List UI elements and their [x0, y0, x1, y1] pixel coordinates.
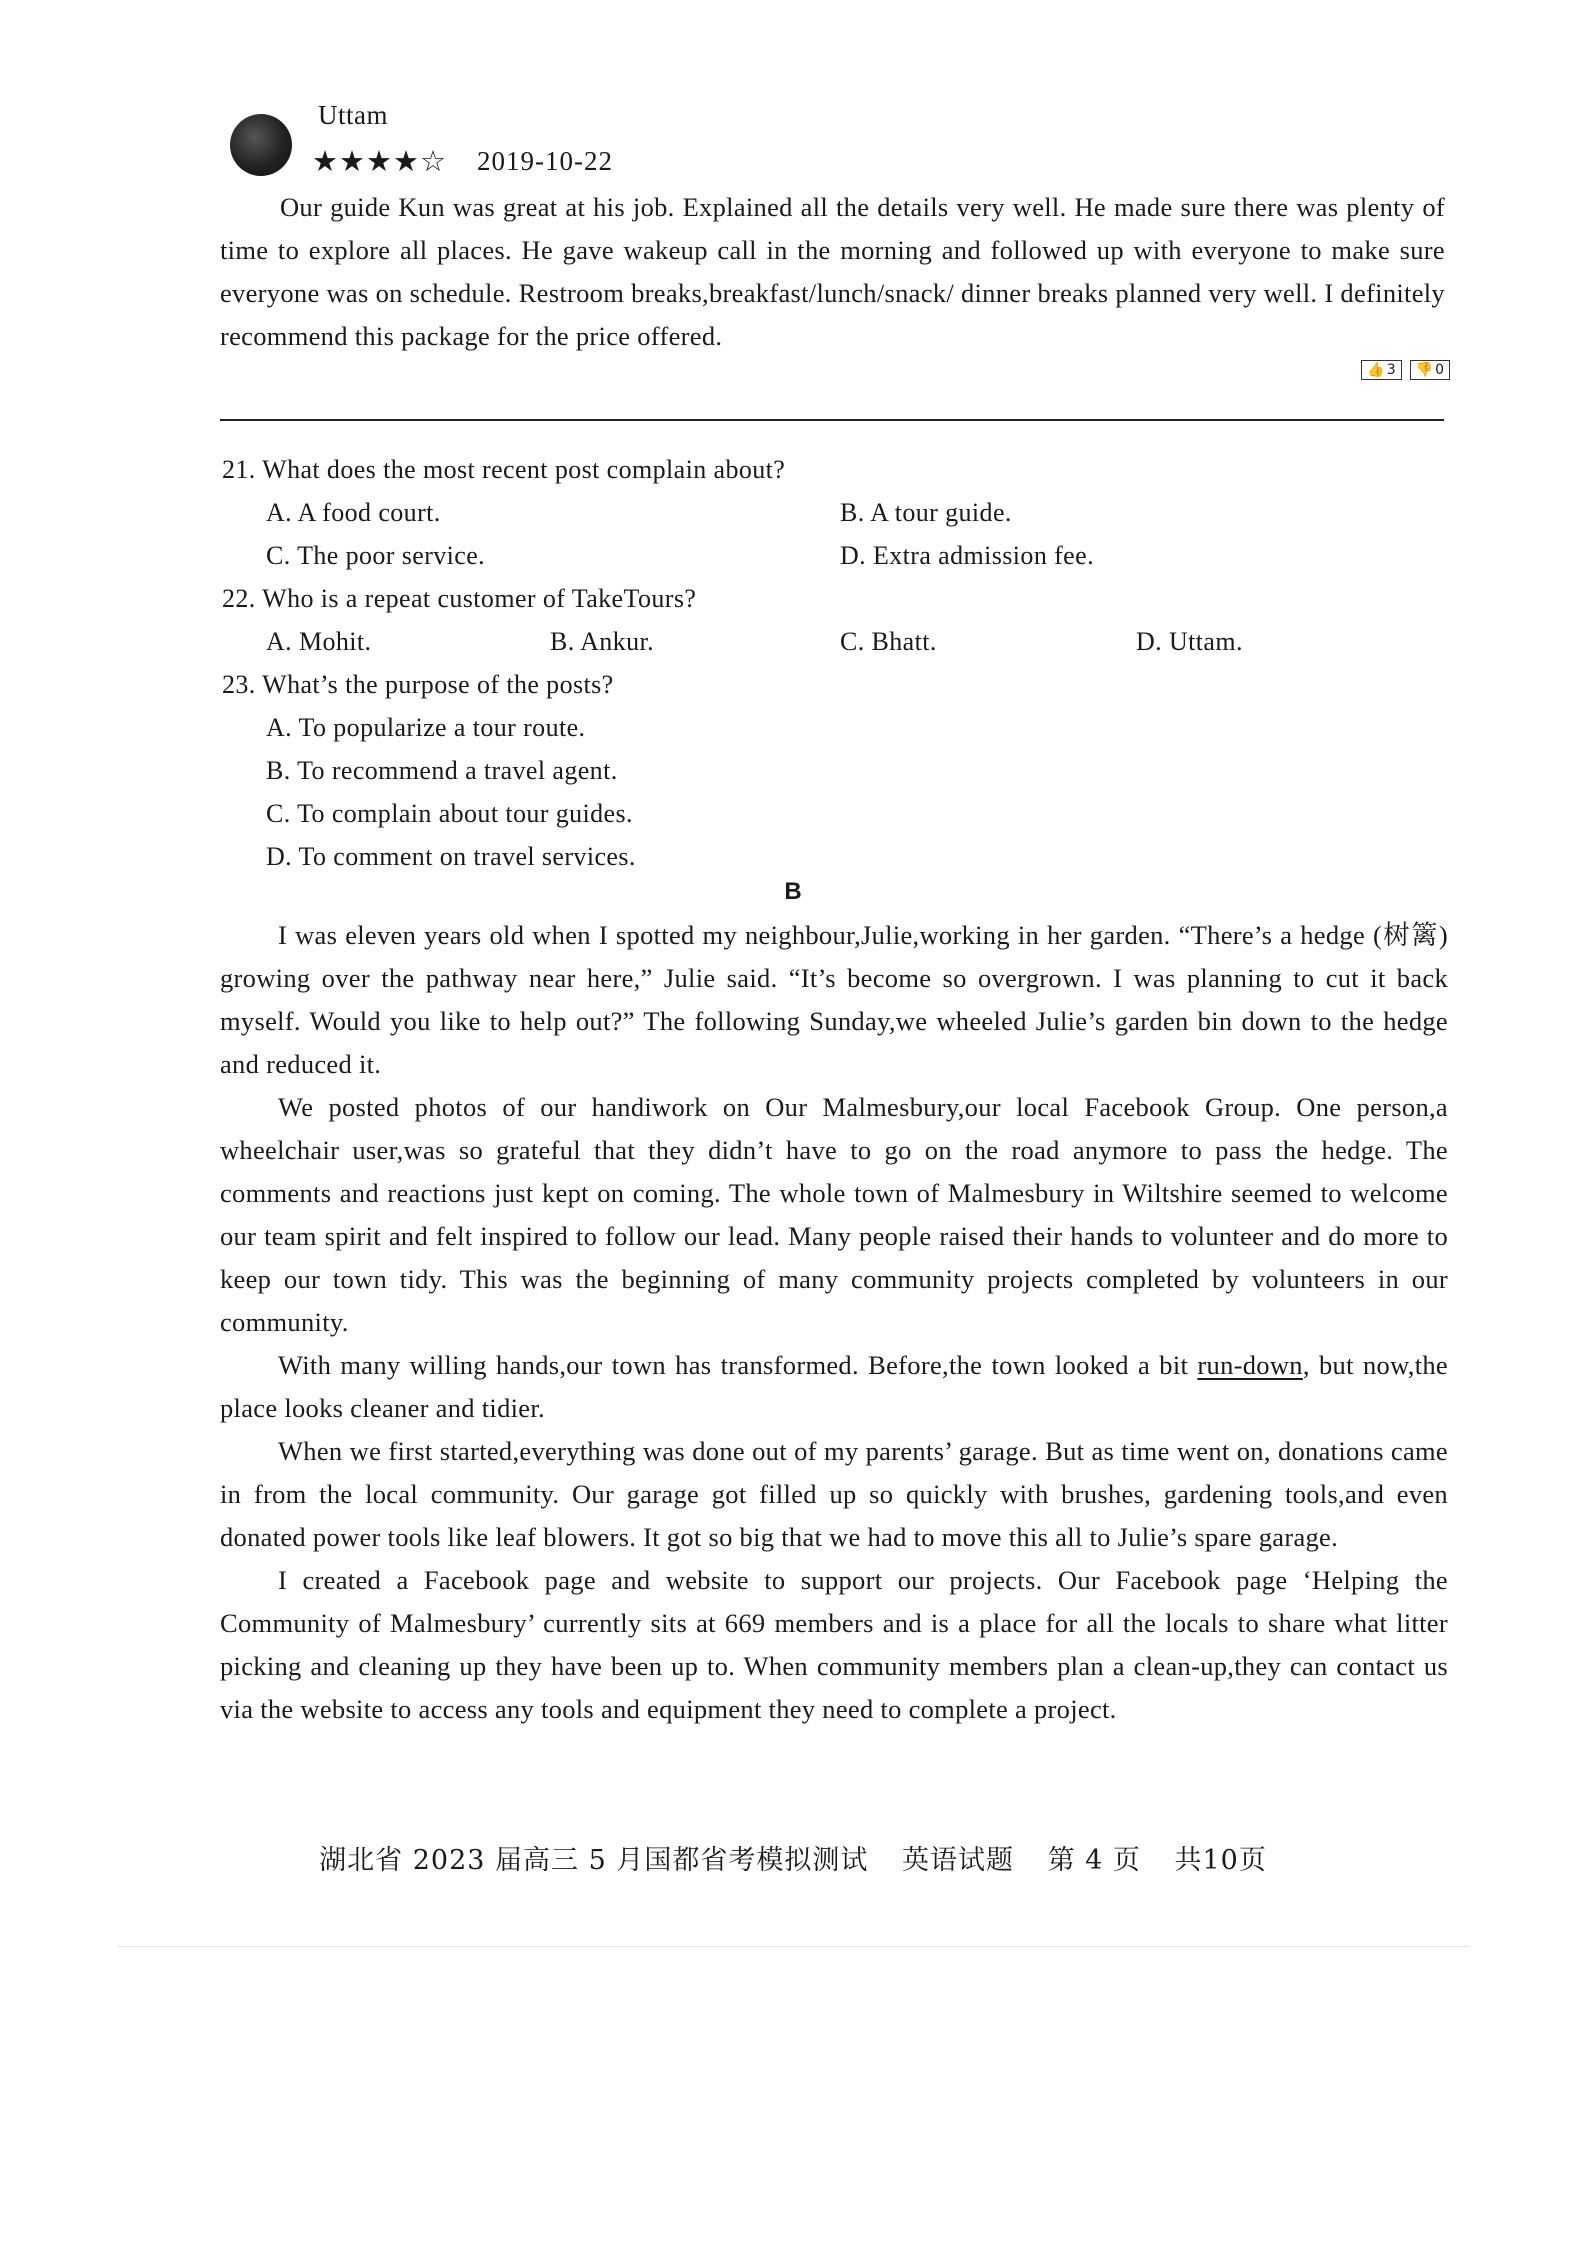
option-d: D. Extra admission fee. [840, 541, 1094, 570]
option-a: A. Mohit. [266, 627, 372, 656]
thumbs-down-icon: 👎 [1415, 362, 1434, 378]
paragraph [220, 1344, 1448, 1430]
question-list [222, 448, 1452, 878]
section-divider [220, 419, 1444, 421]
downvote-button[interactable] [1410, 360, 1450, 380]
question-stem: 21. What does the most recent post complain about? [222, 455, 786, 484]
paragraph: I was eleven years old when I spotted my neighbour,Julie,working in her garden. “There’s a hedge (树篱) growing over the pathway near here,” Julie said. “It’s become so overgrown. I was planning to cut it back myself. Would you like to help out?” The following Sunday,we wheeled Julie’s garden bin down to the hedge and reduced it. [220, 920, 1448, 1079]
option-c: C. Bhatt. [840, 627, 937, 656]
option-b: B. To recommend a travel agent. [266, 756, 618, 785]
page-footer [0, 1838, 1586, 1877]
option-row [222, 534, 1452, 577]
page-total: 共10页 [1174, 1845, 1267, 1876]
option-b: B. A tour guide. [840, 498, 1012, 527]
paragraph-text: , but now,the place looks cleaner and tidier. [220, 1350, 1448, 1423]
rating-row [312, 144, 613, 178]
vote-buttons [1361, 360, 1450, 380]
upvote-count: 3 [1386, 362, 1396, 378]
review-text: Our guide Kun was great at his job. Explained all the details very well. He made sure there was plenty of time to explore all places. He gave wakeup call in the morning and followed up with everyone to make sure everyone was on schedule. Restroom breaks,breakfast/lunch/snack/ dinner breaks planned very well. I definitely recommend this package for the price offered. [220, 192, 1445, 351]
option-c: C. To complain about tour guides. [266, 799, 633, 828]
underlined-word: run-down [1197, 1350, 1303, 1380]
option-row [222, 491, 1452, 534]
question-stem: 22. Who is a repeat customer of TakeTours? [222, 584, 697, 613]
page-edge-line [118, 1946, 1470, 1947]
subject-label: 英语试题 [901, 1845, 1014, 1876]
paragraph: We posted photos of our handiwork on Our Malmesbury,our local Facebook Group. One person,a wheelchair user,was so grateful that they didn’t have to go on the road anymore to pass the hedge. The comments and reactions just kept on coming. The whole town of Malmesbury in Wiltshire seemed to welcome our team spirit and felt inspired to follow our lead. Many people raised their hands to volunteer and do more to keep our town tidy. This was the beginning of many community projects completed by volunteers in our community. [220, 1092, 1448, 1337]
avatar [230, 114, 292, 176]
exam-title: 湖北省 2023 届高三 5 月国都省考模拟测试 [319, 1845, 869, 1876]
downvote-count: 0 [1435, 362, 1444, 378]
option-b: B. Ankur. [550, 627, 655, 656]
reading-passage [220, 914, 1448, 1731]
star-rating: ★★★★☆ [312, 144, 447, 178]
paragraph: When we first started,everything was done out of my parents’ garage. But as time went on, donations came in from the local community. Our garage got filled up so quickly with brushes, gardening tools,and even donated power tools like leaf blowers. It got so big that we had to move this all to Julie’s spare garage. [220, 1436, 1448, 1552]
upvote-button[interactable] [1361, 360, 1401, 380]
thumbs-up-icon: 👍 [1367, 362, 1385, 378]
review-date: 2019-10-22 [477, 145, 613, 176]
paragraph: I created a Facebook page and website to support our projects. Our Facebook page ‘Helping the Community of Malmesbury’ currently sits at 669 members and is a place for all the locals to share what litter picking and cleaning up they have been up to. When community members plan a clean-up,they can contact us via the website to access any tools and equipment they need to complete a project. [220, 1565, 1448, 1724]
option-row [222, 620, 1452, 663]
question-stem: 23. What’s the purpose of the posts? [222, 670, 614, 699]
section-heading: B [784, 878, 802, 905]
option-a: A. To popularize a tour route. [266, 713, 586, 742]
option-c: C. The poor service. [266, 541, 486, 570]
reviewer-name: Uttam [318, 100, 388, 130]
option-d: D. To comment on travel services. [266, 842, 636, 871]
paragraph-text: With many willing hands,our town has transformed. Before,the town looked a bit [278, 1350, 1198, 1380]
option-d: D. Uttam. [1136, 627, 1243, 656]
page-number: 第 4 页 [1047, 1845, 1141, 1876]
option-a: A. A food court. [266, 498, 441, 527]
